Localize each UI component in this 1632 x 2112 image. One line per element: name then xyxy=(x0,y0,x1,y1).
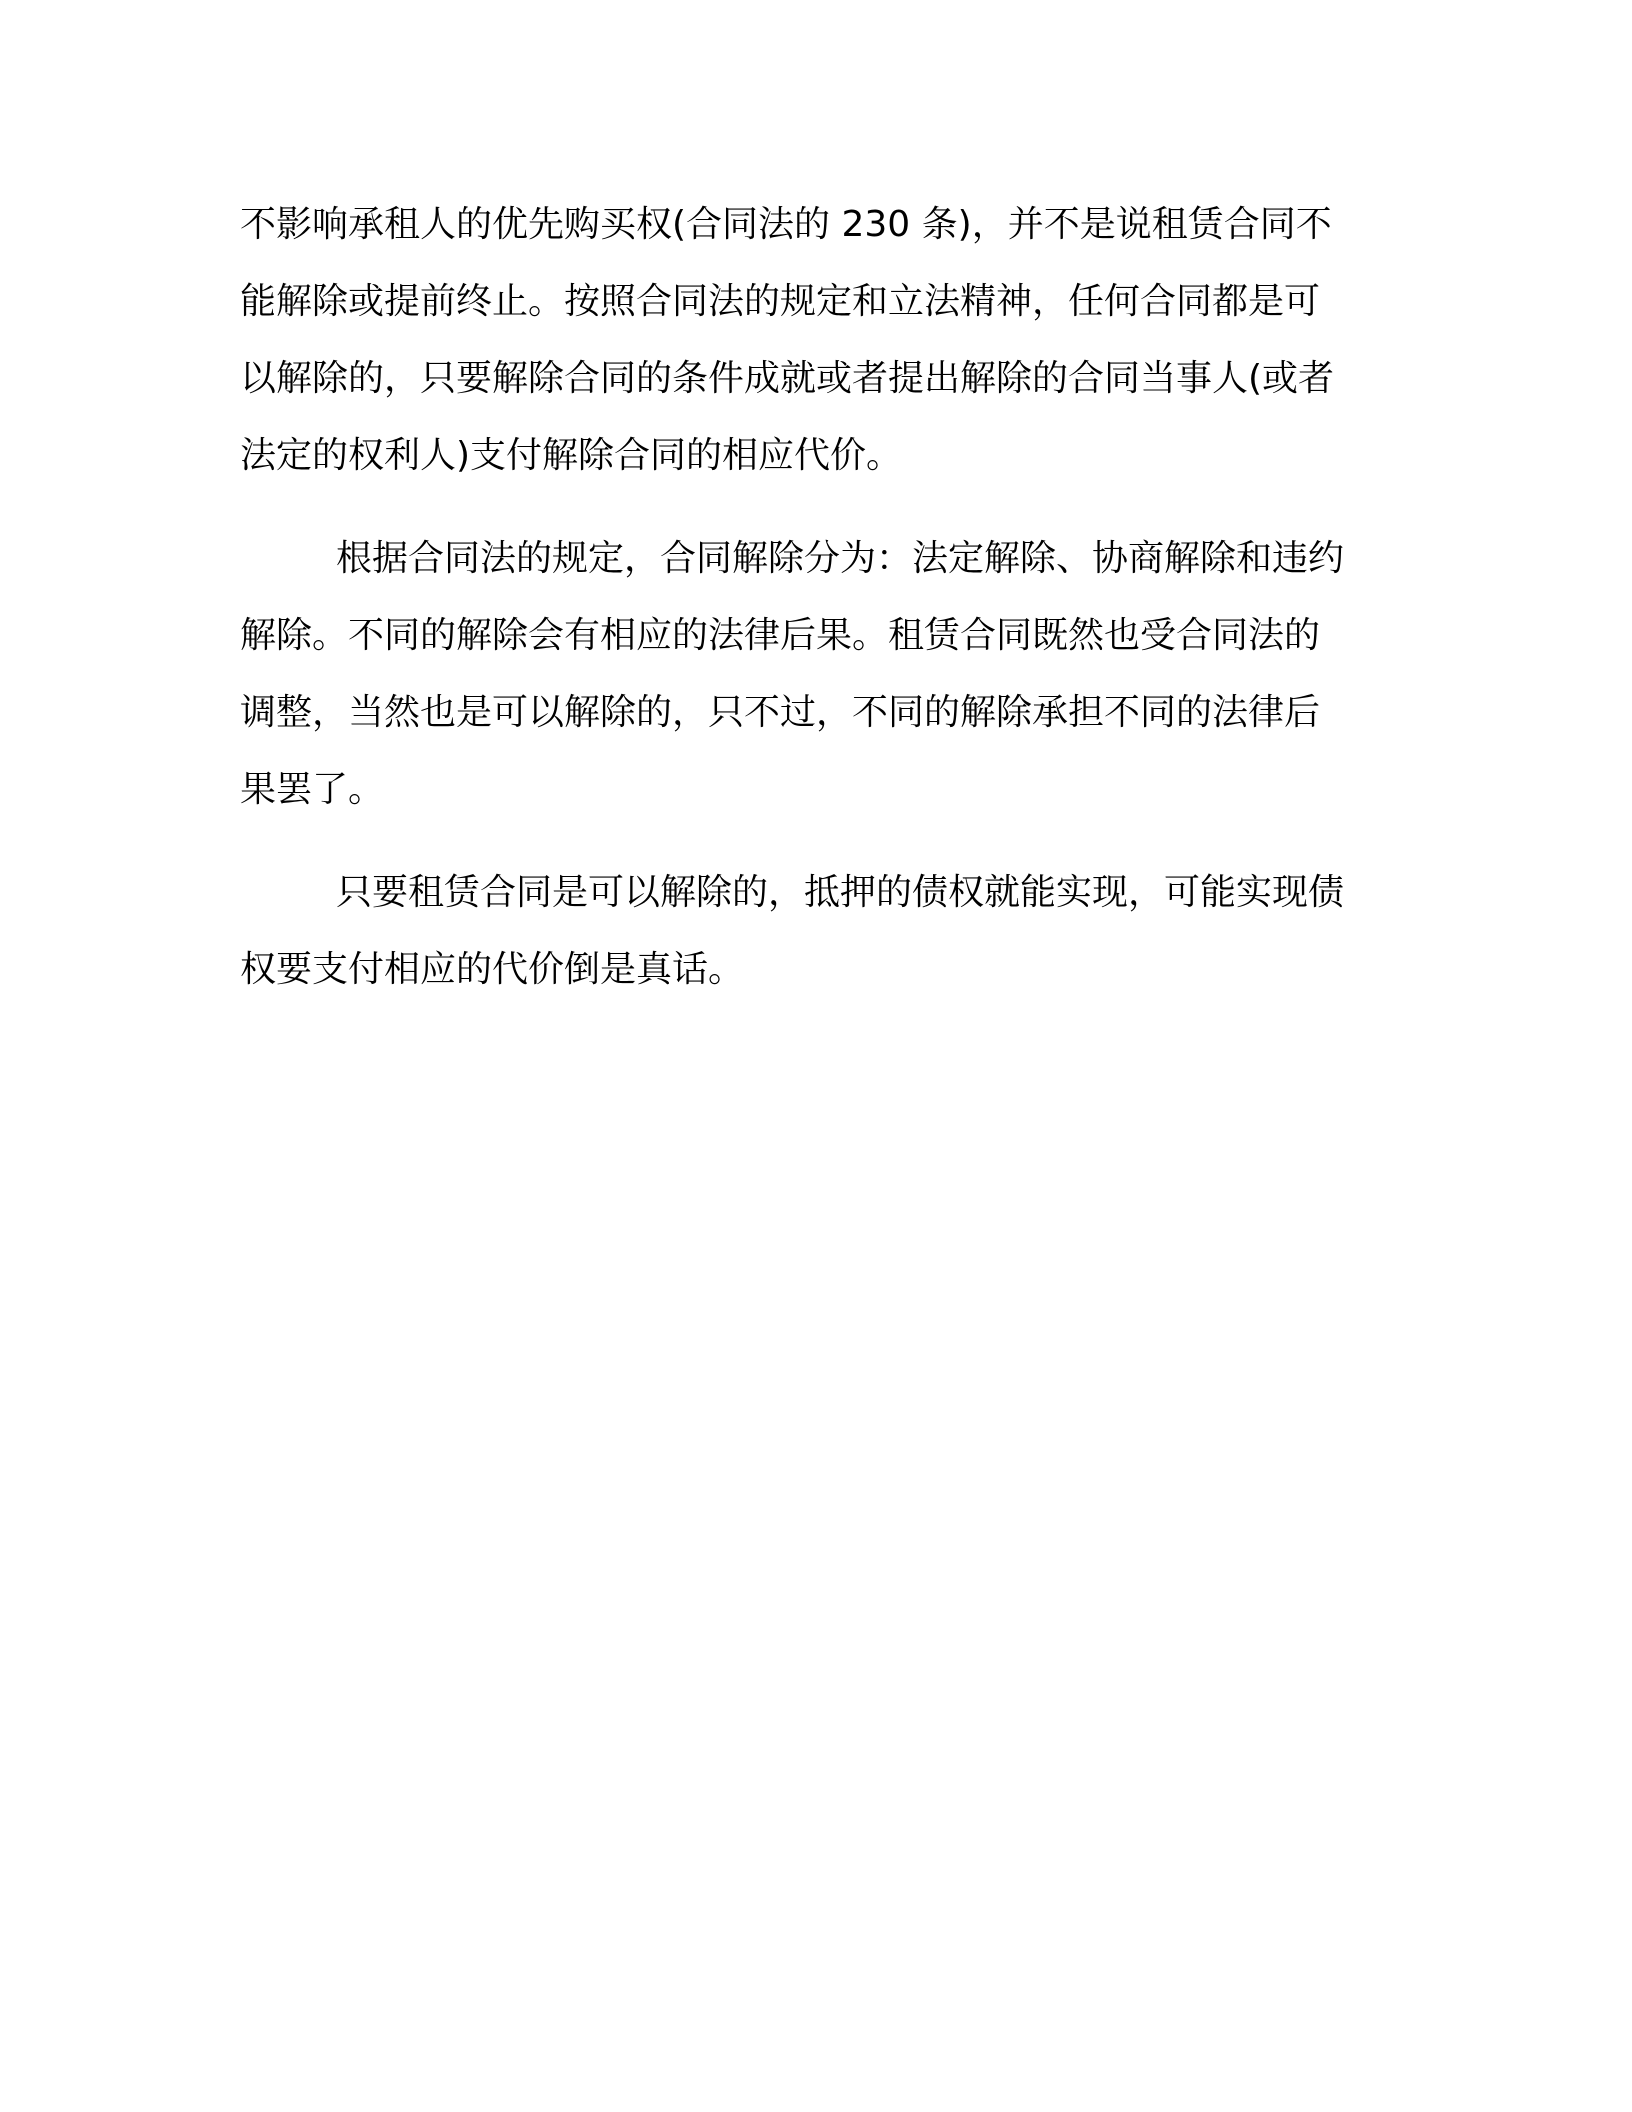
text-line: 法定的权利人)支付解除合同的相应代价。 xyxy=(240,435,903,476)
text-line: 解除。不同的解除会有相应的法律后果。租赁合同既然也受合同法的 xyxy=(240,615,1321,656)
text-line: 根据合同法的规定，合同解除分为：法定解除、协商解除和违约 xyxy=(336,538,1345,579)
text-line: 以解除的，只要解除合同的条件成就或者提出解除的合同当事人(或者 xyxy=(240,358,1335,399)
text-line: 调整，当然也是可以解除的，只不过，不同的解除承担不同的法律后 xyxy=(240,692,1321,733)
paragraph-1 xyxy=(240,186,1375,494)
paragraph-3 xyxy=(240,854,1375,1008)
text-line: 果罢了。 xyxy=(240,769,385,810)
text-line: 只要租赁合同是可以解除的，抵押的债权就能实现，可能实现债 xyxy=(336,872,1345,913)
text-line: 不影响承租人的优先购买权(合同法的 230 条)，并不是说租赁合同不 xyxy=(240,204,1332,245)
text-line: 权要支付相应的代价倒是真话。 xyxy=(240,949,745,990)
text-line: 能解除或提前终止。按照合同法的规定和立法精神，任何合同都是可 xyxy=(240,281,1321,322)
paragraph-2 xyxy=(240,520,1375,828)
body-text xyxy=(240,186,1375,1008)
